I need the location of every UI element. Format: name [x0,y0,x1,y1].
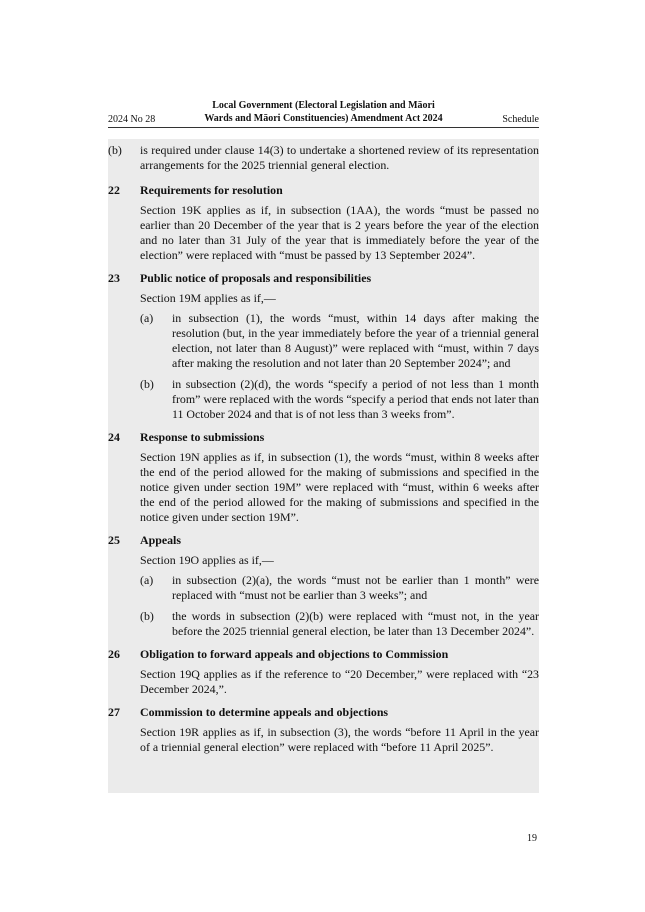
section-paragraph [108,311,539,371]
section-paragraph [108,377,539,422]
section-title: Commission to determine appeals and objections [140,705,389,719]
section-heading [108,647,539,662]
section-title: Appeals [140,533,181,547]
paragraph-label: (b) [108,143,122,157]
paragraph-text: is required under clause 14(3) to undertake a shortened review of its representation arrangements for the 2025 triennial general election. [140,143,539,172]
section-heading [108,183,539,198]
act-title [108,100,539,125]
section-heading [108,430,539,445]
paragraph-label: (b) [140,609,154,623]
section-text: Section 19M applies as if,— [140,291,276,305]
section-title: Response to submissions [140,430,265,444]
section-heading [108,271,539,286]
part-label: Schedule [502,114,539,125]
section-27 [108,705,539,755]
header-rule [108,127,539,128]
paragraph-label: (b) [140,377,154,391]
section-title: Obligation to forward appeals and objections to Commission [140,647,449,661]
act-title-line-2: Wards and Māori Constituencies) Amendment Act 2024 [204,112,443,124]
paragraph-label: (a) [140,311,154,325]
section-text: Section 19N applies as if, in subsection (1), the words “must, within 8 weeks after the end of the period allowed for the making of submissions and specified in the notice given under section 19M” were replaced with “must, within 6 weeks after the end of the period allowed for the making of submissions and specified in the notice given under section 19M”. [140,450,539,524]
section-25 [108,533,539,639]
paragraph-text: in subsection (2)(d), the words “specify a period of not less than 1 month from” were replaced with the words “specify a period that ends not later than 11 October 2024 and that is of not less than 3 weeks from”. [172,377,539,421]
section-paragraph [108,573,539,603]
paragraph-text: in subsection (1), the words “must, within 14 days after making the resolution (but, in the year immediately before the year of a triennial general election, not later than 8 August)” were replaced with “must, within 7 days after making the resolution and not later than 20 September 2024”; and [172,311,539,370]
section-number: 22 [108,183,120,197]
section-title: Public notice of proposals and responsibilities [140,271,372,285]
section-text: Section 19O applies as if,— [140,553,274,567]
section-text: Section 19Q applies as if the reference to “20 December,” were replaced with “23 December 2024,”. [140,667,539,696]
section-number: 25 [108,533,120,547]
section-body [108,450,539,525]
paragraph-text: the words in subsection (2)(b) were replaced with “must not, in the year before the 2025 triennial general election, be later than 13 December 2024”. [172,609,539,638]
section-body [108,291,539,306]
section-heading [108,705,539,720]
page-body [108,143,539,763]
section-number: 27 [108,705,120,719]
section-text: Section 19K applies as if, in subsection (1AA), the words “must be passed no earlier than 20 December of the year that is 2 years before the year of the election and no later than 31 July of the year that is immediately before the year of the election” were replaced with “must be passed by 13 September 2024”. [140,203,539,262]
running-header [108,98,539,128]
section-number: 24 [108,430,120,444]
section-heading [108,533,539,548]
section-title: Requirements for resolution [140,183,283,197]
section-number: 26 [108,647,120,661]
section-body [108,203,539,263]
page-number: 19 [527,833,537,844]
paragraph-text: in subsection (2)(a), the words “must not be earlier than 1 month” were replaced with “must not be earlier than 3 weeks”; and [172,573,539,602]
section-23 [108,271,539,422]
lead-paragraph [108,143,539,173]
section-22 [108,183,539,263]
section-body [108,667,539,697]
section-26 [108,647,539,697]
section-number: 23 [108,271,120,285]
act-title-line-1: Local Government (Electoral Legislation and Māori [212,100,435,111]
sections-list [108,183,539,755]
section-paragraph [108,609,539,639]
section-body [108,553,539,568]
act-number: 2024 No 28 [108,114,156,125]
section-body [108,725,539,755]
section-24 [108,430,539,525]
section-text: Section 19R applies as if, in subsection (3), the words “before 11 April in the year of a triennial general election” were replaced with “before 11 April 2025”. [140,725,539,754]
paragraph-label: (a) [140,573,154,587]
